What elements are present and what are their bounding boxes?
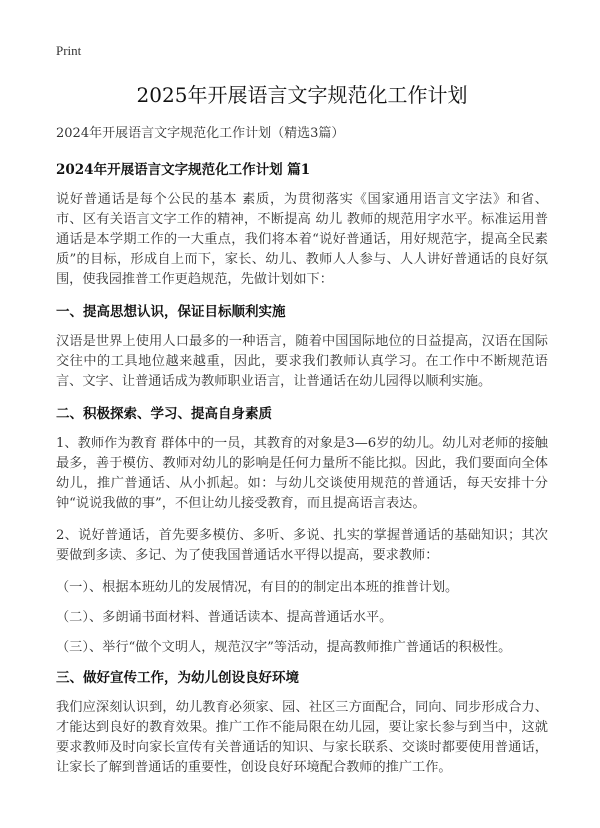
section2-item-2: （二）、多朗诵书面材料、普通话读本、提高普通话水平。 bbox=[56, 610, 393, 625]
print-link[interactable]: Print bbox=[56, 43, 82, 58]
section3-paragraph: 我们应深刻认识到，幼儿教育必须家、园、社区三方面配合，同向、同步形成合力、才能达到良好的教育效果。推广工作不能局限在幼儿园，要让家长参与到当中，这就要求教师及时向家长宣传有关普通话的知识、与家长联系、交谈时都要使用普通话，让家长了解到普通话的重要性，创设良好环境配合教师的推广工作。 bbox=[56, 700, 548, 775]
article-heading: 2024年开展语言文字规范化工作计划 篇1 bbox=[56, 162, 311, 178]
section2-item-3: （三）、举行“做个文明人，规范汉字”等活动，提高教师推广普通话的积极性。 bbox=[56, 640, 512, 655]
section1-paragraph: 汉语是世界上使用人口最多的一种语言，随着中国国际地位的日益提高，汉语在国际交往中的工具地位越来越重，因此，要求我们教师认真学习。在工作中不断规范语言、文字、让普通话成为教师职业语言，让普通话在幼儿园得以顺利实施。 bbox=[56, 334, 548, 389]
intro-paragraph: 说好普通话是每个公民的基本 素质，为贯彻落实《国家通用语言文字法》和省、市、区有关语言文字工作的精神，不断提高 幼儿 教师的规范用字水平。标准运用普通话是本学期工作的一大重点，我们将本着“说好普通话，用好规范字，提高全民素质”的目标，形成自上而下，家长、幼儿、教师人人参与、人人讲好普通话的良好氛围，使我园推普工作更趋规范，先做计划如下： bbox=[56, 192, 548, 287]
section2-paragraph-1: 1、教师作为教育 群体中的一员，其教育的对象是3—6岁的幼儿。幼儿对老师的接触最多，善于模仿、教师对幼儿的影响是任何力量所不能比拟。因此，我们要面向全体幼儿，推广普通话、从小抓起。如：与幼儿交谈使用规范的普通话，每天安排十分钟“说说我做的事”，不但让幼儿接受教育，而且提高语言表达。 bbox=[56, 436, 548, 511]
section1-heading: 一、提高思想认识，保证目标顺利实施 bbox=[56, 304, 286, 320]
section2-paragraph-2: 2、说好普通话，首先要多模仿、多听、多说、扎实的掌握普通话的基础知识；其次要做到多读、多记、为了使我国普通话水平得以提高，要求教师： bbox=[56, 528, 548, 563]
section3-heading: 三、做好宣传工作，为幼儿创设良好环境 bbox=[56, 670, 299, 686]
document-subtitle: 2024年开展语言文字规范化工作计划（精选3篇） bbox=[56, 126, 345, 141]
section2-heading: 二、积极探索、学习、提高自身素质 bbox=[56, 406, 272, 422]
document-title: 2025年开展语言文字规范化工作计划 bbox=[136, 83, 468, 107]
section2-item-1: （一）、根据本班幼儿的发展情况，有目的的制定出本班的推普计划。 bbox=[56, 580, 459, 595]
